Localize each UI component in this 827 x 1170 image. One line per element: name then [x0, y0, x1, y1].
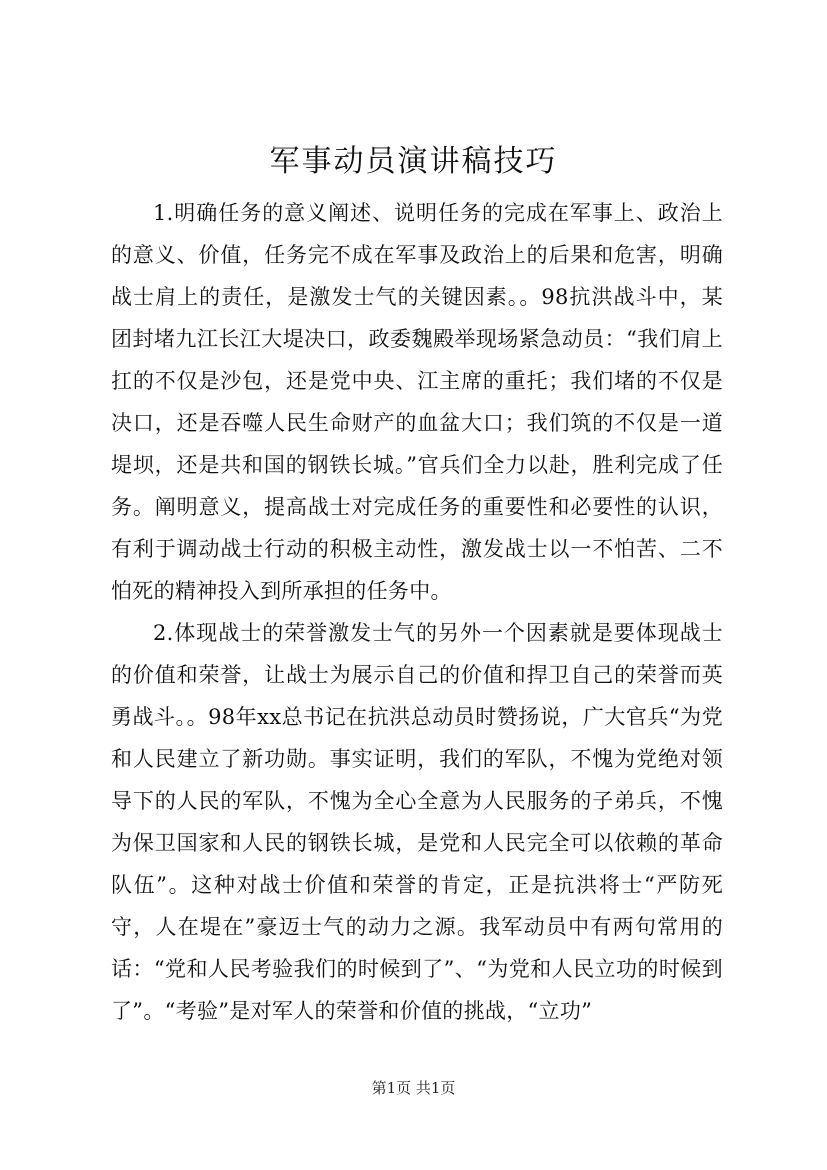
page-footer: 第1页 共1页 — [371, 1079, 456, 1097]
document-title: 军事动员演讲稿技巧 — [269, 144, 558, 179]
document-body — [111, 192, 723, 1032]
paragraph-2: 2.体现战士的荣誉激发士气的另外一个因素就是要体现战士的价值和荣誉，让战士为展示自己的价值和捍卫自己的荣誉而英勇战斗。。98年xx总书记在抗洪总动员时赞扬说，广大官兵“为党和人民建立了新功勋。事实证明，我们的军队，不愧为党绝对领导下的人民的军队，不愧为全心全意为人民服务的子弟兵，不愧为保卫国家和人民的钢铁长城，是党和人民完全可以依赖的革命队伍”。这种对战士价值和荣誉的肯定，正是抗洪将士“严防死守，人在堤在”豪迈士气的动力之源。我军动员中有两句常用的话：“党和人民考验我们的时候到了”、“为党和人民立功的时候到了”。“考验”是对军人的荣誉和价值的挑战，“立功” — [111, 621, 723, 1023]
paragraph-1: 1.明确任务的意义阐述、说明任务的完成在军事上、政治上的意义、价值，任务完不成在军事及政治上的后果和危害，明确战士肩上的责任，是激发士气的关键因素。。98抗洪战斗中，某团封堵九江长江大堤决口，政委魏殿举现场紧急动员：“我们肩上扛的不仅是沙包，还是党中央、江主席的重托；我们堵的不仅是决口，还是吞噬人民生命财产的血盆大口；我们筑的不仅是一道堤坝，还是共和国的钢铁长城。”官兵们全力以赴，胜利完成了任务。阐明意义，提高战士对完成任务的重要性和必要性的认识，有利于调动战士行动的积极主动性，激发战士以一不怕苦、二不怕死的精神投入到所承担的任务中。 — [111, 201, 723, 603]
